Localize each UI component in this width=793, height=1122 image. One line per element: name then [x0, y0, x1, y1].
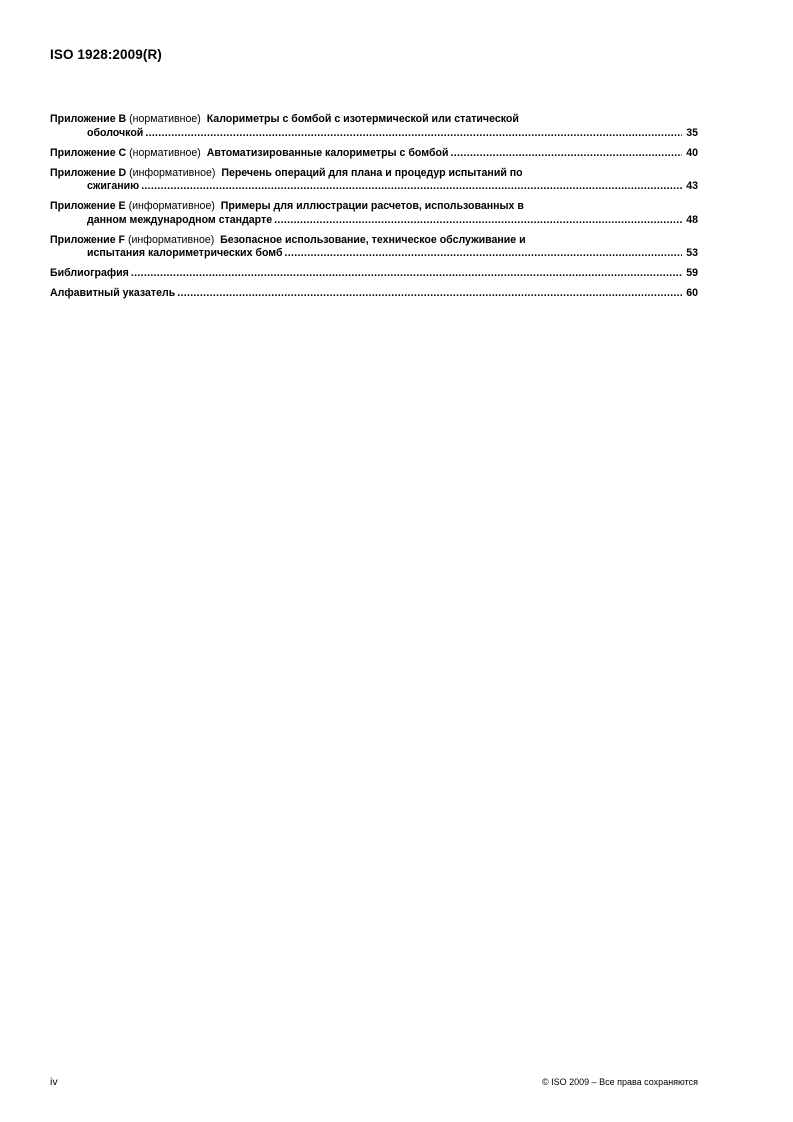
toc-annex-label: Приложение D [50, 166, 127, 179]
toc-leader-dots [274, 214, 682, 228]
toc-leader-dots [450, 147, 682, 161]
footer-copyright: © ISO 2009 – Все права сохраняются [541, 1077, 698, 1087]
toc-entry-title: Перечень операций для плана и процедур испытаний по [221, 166, 523, 179]
toc-entry-title: Безопасное использование, техническое обслуживание и [220, 233, 526, 246]
toc-page-number: 48 [686, 213, 698, 226]
toc-leader-dots [141, 180, 682, 194]
toc-entry-annex-c[interactable] [50, 147, 698, 161]
toc-entry-title: Библиография [50, 267, 129, 279]
toc-entry-title: Калориметры с бомбой с изотермической или статической [206, 113, 519, 125]
toc-page-number: 40 [686, 146, 698, 159]
toc-entry-index[interactable] [50, 287, 698, 301]
toc-entry-annex-b[interactable] [50, 113, 698, 140]
toc-annex-kind: (нормативное) [129, 113, 201, 125]
toc-leader-dots [145, 127, 682, 141]
toc-page-number: 35 [686, 126, 698, 139]
footer-page-number: iv [50, 1076, 58, 1088]
toc-entry-title: Алфавитный указатель [50, 287, 176, 299]
toc-page-number: 60 [686, 287, 698, 299]
toc-entry-title-cont: данном международном стандарте [87, 213, 273, 226]
toc-entry-annex-f[interactable] [50, 234, 698, 261]
toc-entry-title-cont: сжиганию [87, 180, 140, 192]
table-of-contents [50, 113, 698, 307]
toc-entry-annex-d[interactable] [50, 167, 698, 194]
toc-annex-label: Приложение C [50, 146, 127, 159]
toc-annex-label: Приложение E [50, 200, 126, 212]
toc-entry-bibliography[interactable] [50, 267, 698, 281]
toc-entry-annex-e[interactable] [50, 200, 698, 227]
toc-page-number: 53 [686, 247, 698, 259]
toc-annex-kind: (информативное) [128, 200, 215, 212]
toc-entry-title: Примеры для иллюстрации расчетов, использованных в [220, 200, 524, 212]
toc-page-number: 59 [686, 267, 698, 279]
toc-entry-title: Автоматизированные калориметры с бомбой [206, 146, 449, 159]
toc-annex-kind: (нормативное) [129, 146, 201, 159]
toc-annex-label: Приложение B [50, 113, 127, 125]
toc-annex-label: Приложение F [50, 233, 125, 246]
document-id-header: ISO 1928:2009(R) [50, 47, 162, 62]
toc-annex-kind: (информативное) [129, 166, 216, 179]
toc-annex-kind: (информативное) [127, 233, 215, 246]
toc-leader-dots [285, 247, 682, 261]
toc-page-number: 43 [686, 180, 698, 192]
toc-entry-title-cont: оболочкой [87, 126, 144, 139]
toc-leader-dots [177, 287, 682, 301]
toc-leader-dots [131, 267, 682, 281]
toc-entry-title-cont: испытания калориметрических бомб [87, 247, 283, 259]
